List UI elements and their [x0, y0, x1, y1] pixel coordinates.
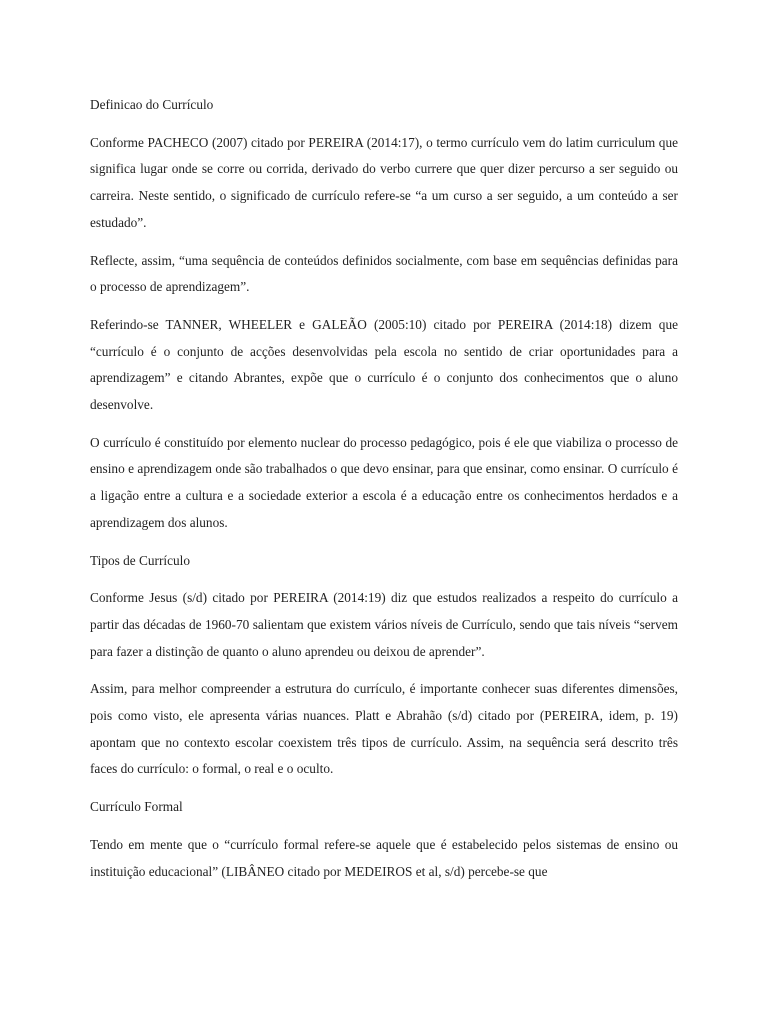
paragraph: Conforme PACHECO (2007) citado por PEREIRA (2014:17), o termo currículo vem do latim curriculum que significa lugar onde se corre ou corrida, derivado do verbo currere que quer dizer percurso a ser seguido ou carreira. Neste sentido, o significado de currículo refere-se “a um curso a ser seguido, a um conteúdo a ser estudado”. [90, 134, 678, 230]
section-heading-definicao: Definicao do Currículo [90, 97, 214, 112]
document-page [90, 92, 678, 896]
paragraph: Referindo-se TANNER, WHEELER e GALEÃO (2005:10) citado por PEREIRA (2014:18) dizem que “currículo é o conjunto de acções desenvolvidas pela escola no sentido de criar oportunidades para a aprendizagem” e citando Abrantes, expõe que o currículo é o conjunto dos conhecimentos que o aluno desenvolve. [90, 316, 678, 413]
section-heading-formal: Currículo Formal [90, 799, 183, 815]
paragraph: Assim, para melhor compreender a estrutura do currículo, é importante conhecer suas diferentes dimensões, pois como visto, ele apresenta várias nuances. Platt e Abrahão (s/d) citado por (PEREIRA, idem, p. 19) apontam que no contexto escolar coexistem três tipos de currículo. Assim, na sequência será descrito três faces do currículo: o formal, o real e o oculto. [90, 681, 678, 777]
paragraph: Reflecte, assim, “uma sequência de conteúdos definidos socialmente, com base em sequências definidas para o processo de aprendizagem”. [90, 252, 678, 295]
paragraph: O currículo é constituído por elemento nuclear do processo pedagógico, pois é ele que viabiliza o processo de ensino e aprendizagem onde são trabalhados o que devo ensinar, para que ensinar, como ensinar. O currículo é a ligação entre a cultura e a sociedade exterior a escola é a educação entre os conhecimentos herdados e a aprendizagem dos alunos. [90, 434, 678, 530]
paragraph: Tendo em mente que o “currículo formal refere-se aquele que é estabelecido pelos sistemas de ensino ou instituição educacional” (LIBÂNEO citado por MEDEIROS et al, s/d) percebe-se que [90, 836, 678, 879]
section-heading-tipos: Tipos de Currículo [90, 552, 190, 568]
paragraph: Conforme Jesus (s/d) citado por PEREIRA (2014:19) diz que estudos realizados a respeito do currículo a partir das décadas de 1960-70 salientam que existem vários níveis de Currículo, sendo que tais níveis “servem para fazer a distinção de quanto o aluno aprendeu ou deixou de aprender”. [90, 590, 678, 659]
